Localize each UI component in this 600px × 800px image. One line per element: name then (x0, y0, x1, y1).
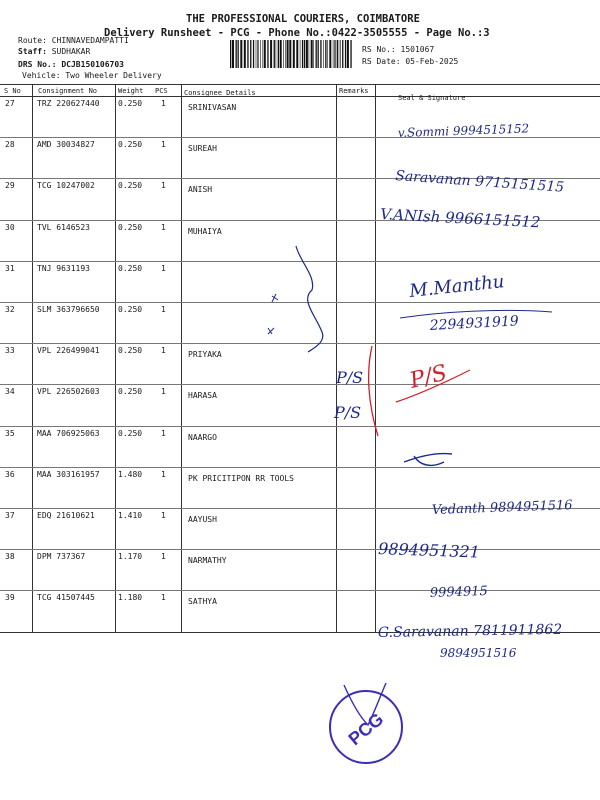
signature-extra-2: 9894951516 (440, 646, 517, 660)
row-consignment: TCG 10247002 (37, 181, 95, 191)
barcode-bar (280, 40, 282, 68)
barcode-bar (306, 40, 308, 68)
stamp-text: PCG (344, 708, 388, 750)
table-row (0, 344, 600, 385)
row-consignee: SRINIVASAN (188, 103, 237, 112)
row-consignee: ANISH (188, 185, 213, 195)
signature-extra-1: G.Saravanan 7811911862 (377, 621, 563, 641)
barcode-bar (335, 40, 336, 68)
row-rule (0, 590, 600, 591)
row-weight: 0.250 (118, 305, 143, 314)
route-label: Route: (18, 36, 47, 45)
row-consignment: TVL 6146523 (37, 222, 90, 232)
barcode-bar (256, 40, 257, 68)
barcode-bar (340, 40, 341, 68)
table-row (0, 179, 600, 220)
row-rule (0, 384, 600, 385)
barcode-bar (257, 40, 258, 68)
row-pcs: 1 (161, 263, 166, 273)
red-ps-mark: P/S (407, 360, 450, 394)
row-sno: 36 (5, 469, 15, 479)
rs-number: RS No.: 1501067 (362, 45, 435, 54)
row-sno: 30 (5, 222, 15, 232)
row-weight: 1.180 (118, 593, 143, 603)
barcode-bar (247, 40, 248, 68)
barcode-bar (263, 40, 264, 68)
row-consignment: DPM 737367 (37, 552, 86, 562)
barcode-bar (337, 40, 338, 68)
col-header-pcs: PCS (155, 87, 168, 95)
remark-33: P/S (336, 368, 364, 387)
row-weight: 0.250 (118, 263, 143, 273)
route-value: CHINNAVEDAMPATTI (51, 36, 129, 45)
route-line (18, 36, 129, 45)
row-rule (0, 178, 600, 179)
row-consignment: TCG 41507445 (37, 593, 95, 603)
col-header-weight: Weight (118, 87, 144, 95)
row-weight: 0.250 (118, 99, 143, 108)
barcode-bar (274, 40, 275, 68)
barcode-bar (253, 40, 254, 68)
rs-date: RS Date: 05-Feb-2025 (362, 57, 459, 66)
barcode-bar (230, 40, 231, 68)
barcode-bar (283, 40, 284, 68)
signature-37: Vedanth 9894951516 (431, 498, 573, 518)
row-consignment: MAA 706925063 (37, 428, 100, 438)
row-weight: 0.250 (118, 181, 143, 191)
row-rule (0, 137, 600, 138)
barcode-bar (339, 40, 340, 68)
row-weight: 0.250 (118, 140, 143, 150)
col-header-sno: S No (4, 87, 21, 95)
barcode-bar (320, 40, 321, 68)
col-header-remarks: Remarks (339, 87, 369, 95)
barcode-bar (318, 40, 319, 68)
col-header-signature: Seal & Signature (398, 94, 466, 102)
company-name: THE PROFESSIONAL COURIERS, COIMBATORE (186, 13, 420, 25)
row-pcs: 1 (161, 222, 166, 232)
barcode-bar (327, 40, 328, 68)
row-consignment: SLM 363796650 (37, 305, 100, 314)
barcode-bar (250, 40, 251, 68)
row-pcs: 1 (161, 593, 166, 603)
barcode-bar (285, 40, 286, 68)
row-weight: 0.250 (118, 387, 143, 397)
barcode-bar (244, 40, 246, 68)
signature-32: 2294931919 (429, 313, 520, 334)
row-consignee: SATHYA (188, 597, 217, 607)
barcode-bar (267, 40, 268, 68)
barcode-bar (270, 40, 272, 68)
row-sno: 27 (5, 99, 15, 108)
barcode-bar (325, 40, 326, 68)
barcode-bar (276, 40, 277, 68)
row-pcs: 1 (161, 428, 166, 438)
table-row (0, 509, 600, 550)
row-consignee: SUREAH (188, 144, 217, 154)
barcode-bar (302, 40, 303, 68)
barcode-bar (240, 40, 242, 68)
signature-38: 9894951321 (377, 539, 481, 562)
runsheet-title: Delivery Runsheet - PCG - Phone No.:0422-3505555 - Page No.:3 (104, 27, 490, 39)
row-sno: 28 (5, 140, 15, 150)
barcode-bar (287, 40, 289, 68)
barcode-bar (278, 40, 279, 68)
barcode-bar (329, 40, 331, 68)
row-rule (0, 426, 600, 427)
barcode-bar (300, 40, 301, 68)
row-consignment: EDQ 21610621 (37, 511, 95, 520)
row-rule (0, 261, 600, 262)
row-rule (0, 302, 600, 303)
row-sno: 31 (5, 263, 15, 273)
row-consignment: VPL 226499041 (37, 346, 100, 356)
row-pcs: 1 (161, 346, 166, 356)
remark-34: P/S (334, 403, 362, 422)
row-consignment: VPL 226502603 (37, 387, 100, 397)
drs-label: DRS No.: (18, 60, 57, 69)
barcode-bar (232, 40, 234, 68)
barcode-bar (342, 40, 343, 68)
row-consignee: PRIYAKA (188, 350, 222, 360)
barcode-bar (236, 40, 237, 68)
row-pcs: 1 (161, 305, 166, 314)
pcg-stamp (324, 683, 408, 767)
table-row (0, 427, 600, 468)
drs-line (18, 60, 124, 69)
barcode-bar (304, 40, 305, 68)
row-consignee: NARMATHY (188, 556, 227, 566)
row-sno: 35 (5, 428, 15, 438)
table-top-rule (0, 84, 600, 85)
barcode-bar (313, 40, 314, 68)
barcode-bar (333, 40, 334, 68)
col-header-consignee: Consignee Details (184, 89, 256, 97)
row-weight: 1.170 (118, 552, 143, 562)
table-row (0, 221, 600, 262)
barcode-bar (334, 40, 335, 68)
row-rule (0, 508, 600, 509)
table-row (0, 468, 600, 509)
row-consignee: HARASA (188, 391, 217, 401)
barcode (230, 40, 352, 68)
staff-value: SUDHAKAR (51, 47, 91, 56)
row-pcs: 1 (161, 140, 166, 150)
row-sno: 34 (5, 387, 15, 397)
row-consignment: AMD 30034827 (37, 140, 95, 150)
vehicle-line (22, 71, 162, 80)
row-consignment: MAA 303161957 (37, 469, 100, 479)
row-pcs: 1 (161, 552, 166, 562)
row-consignee: PK PRICITIPON RR TOOLS (188, 473, 294, 483)
barcode-bar (260, 40, 261, 68)
signature-29: V.ANIsh 9966151512 (379, 205, 541, 232)
barcode-bar (289, 40, 291, 68)
row-consignment: TNJ 9631193 (37, 263, 90, 273)
row-rule (0, 220, 600, 221)
vehicle-value: Two Wheeler Delivery (65, 71, 162, 80)
row-consignee: NAARGO (188, 432, 217, 442)
row-sno: 33 (5, 346, 15, 356)
row-consignment: TRZ 220627440 (37, 99, 100, 108)
staff-label: Staff: (18, 47, 47, 56)
row-pcs: 1 (161, 387, 166, 397)
row-consignee: AAYUSH (188, 515, 217, 524)
barcode-bar (345, 40, 346, 68)
row-rule (0, 343, 600, 344)
row-weight: 1.410 (118, 511, 143, 520)
row-pcs: 1 (161, 99, 166, 108)
row-rule (0, 549, 600, 550)
table-row (0, 591, 600, 632)
table-row (0, 303, 600, 344)
row-sno: 32 (5, 305, 15, 314)
signature-28: Saravanan 9715151515 (394, 168, 565, 196)
row-weight: 0.250 (118, 428, 143, 438)
barcode-bar (309, 40, 310, 68)
signature-31: M.Manthu (408, 271, 506, 302)
row-pcs: 1 (161, 469, 166, 479)
table-row (0, 262, 600, 303)
col-header-consignment: Consignment No (38, 87, 98, 95)
barcode-bar (347, 40, 349, 68)
signature-39: 9994915 (429, 583, 489, 601)
row-pcs: 1 (161, 511, 166, 520)
table-row (0, 97, 600, 138)
row-rule (0, 467, 600, 468)
row-consignee: MUHAIYA (188, 226, 222, 236)
row-weight: 0.250 (118, 346, 143, 356)
row-weight: 1.480 (118, 469, 143, 479)
barcode-bar (293, 40, 295, 68)
vehicle-label: Vehicle: (22, 71, 61, 80)
staff-line (18, 47, 90, 56)
table-row (0, 138, 600, 179)
drs-value: DCJB150106703 (61, 60, 124, 69)
row-sno: 37 (5, 511, 15, 520)
barcode-bar (323, 40, 324, 68)
table-row (0, 385, 600, 426)
row-sno: 29 (5, 181, 15, 191)
barcode-bar (296, 40, 298, 68)
barcode-bar (316, 40, 317, 68)
signature-27: v.Sommi 9994515152 (397, 121, 530, 140)
row-weight: 0.250 (118, 222, 143, 232)
barcode-bar (238, 40, 239, 68)
barcode-bar (258, 40, 259, 68)
row-sno: 38 (5, 552, 15, 562)
table-row (0, 550, 600, 591)
row-pcs: 1 (161, 181, 166, 191)
row-sno: 39 (5, 593, 15, 603)
barcode-bar (350, 40, 351, 68)
barcode-bar (264, 40, 266, 68)
barcode-bar (311, 40, 313, 68)
